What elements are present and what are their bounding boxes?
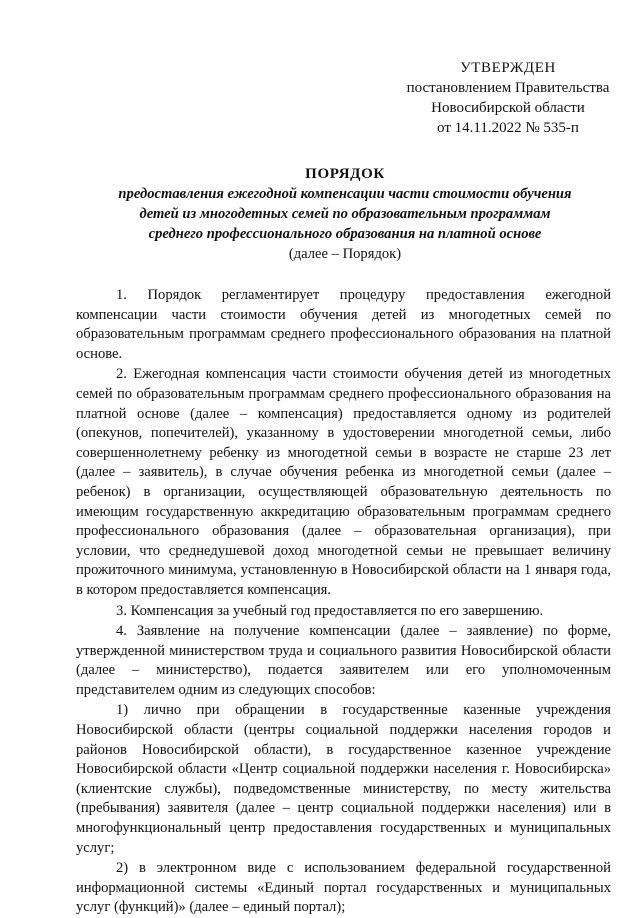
- approval-title: УТВЕРЖДЕН: [460, 60, 556, 76]
- paragraph-4: 4. Заявление на получение компенсации (далее – заявление) по форме, утвержденной министерством труда и социального развития Новосибирской области (далее – министерство), подается заявителем или его уполномоченным представителем одним из следующих способов:: [76, 623, 611, 698]
- document-body: [76, 286, 611, 918]
- paragraph-4-item-1: 1) лично при обращении в государственные казенные учреждения Новосибирской области (центры социальной поддержки населения городов и районов Новосибирской области), в государственное казенное учреждение Новосибирской области «Центр социальной поддержки населения г. Новосибирска» (клиентские службы), подведомственные министерству, по месту жительства (пребывания) заявителя (далее – центр социальной поддержки населения) или в многофункциональный центр предоставления государственных и муниципальных услуг;: [76, 702, 611, 856]
- document-subtitle-line-1: предоставления ежегодной компенсации части стоимости обучения: [118, 186, 572, 202]
- approval-region: Новосибирской области: [431, 100, 585, 116]
- paragraph-2: 2. Ежегодная компенсация части стоимости обучения детей из многодетных семей по образовательным программам среднего профессионального образования на платной основе (далее – компенсация) предоставляется одному из родителей (опекунов, попечителей), указанному в удостоверении многодетной семьи, либо совершеннолетнему ребенку из многодетной семьи в возрасте не старше 23 лет (далее – заявитель), в случае обучения ребенка из многодетной семьи (далее – ребенок) в организации, осуществляющей образовательную деятельность по имеющим государственную аккредитацию образовательным программам среднего профессионального образования (далее – образовательная организация), при условии, что среднедушевой доход многодетной семьи не превышает величину прожиточного минимума, установленную в Новосибирской области на 1 января года, в котором предоставляется компенсация.: [76, 366, 611, 598]
- document-subtitle-line-3: среднего профессионального образования на платной основе: [148, 226, 542, 242]
- paragraph-4-item-2: 2) в электронном виде с использованием федеральной государственной информационной системы «Единый портал государственных и муниципальных услуг (функций)» (далее – единый портал);: [76, 860, 611, 916]
- approval-date-number: от 14.11.2022 № 535-п: [437, 120, 579, 136]
- approval-resolution: постановлением Правительства: [406, 80, 610, 96]
- document-title: ПОРЯДОК: [305, 166, 385, 182]
- document-heading-note: (далее – Порядок): [288, 246, 402, 262]
- document-subtitle-line-2: детей из многодетных семей по образовательным программам: [139, 206, 551, 222]
- paragraph-1: 1. Порядок регламентирует процедуру предоставления ежегодной компенсации части стоимости обучения детей из многодетных семей по образовательным программам среднего профессионального образования на платной основе.: [76, 287, 611, 362]
- approval-stamp: [390, 58, 626, 138]
- document-heading: [80, 164, 610, 264]
- paragraph-3: 3. Компенсация за учебный год предоставляется по его завершению.: [116, 602, 544, 619]
